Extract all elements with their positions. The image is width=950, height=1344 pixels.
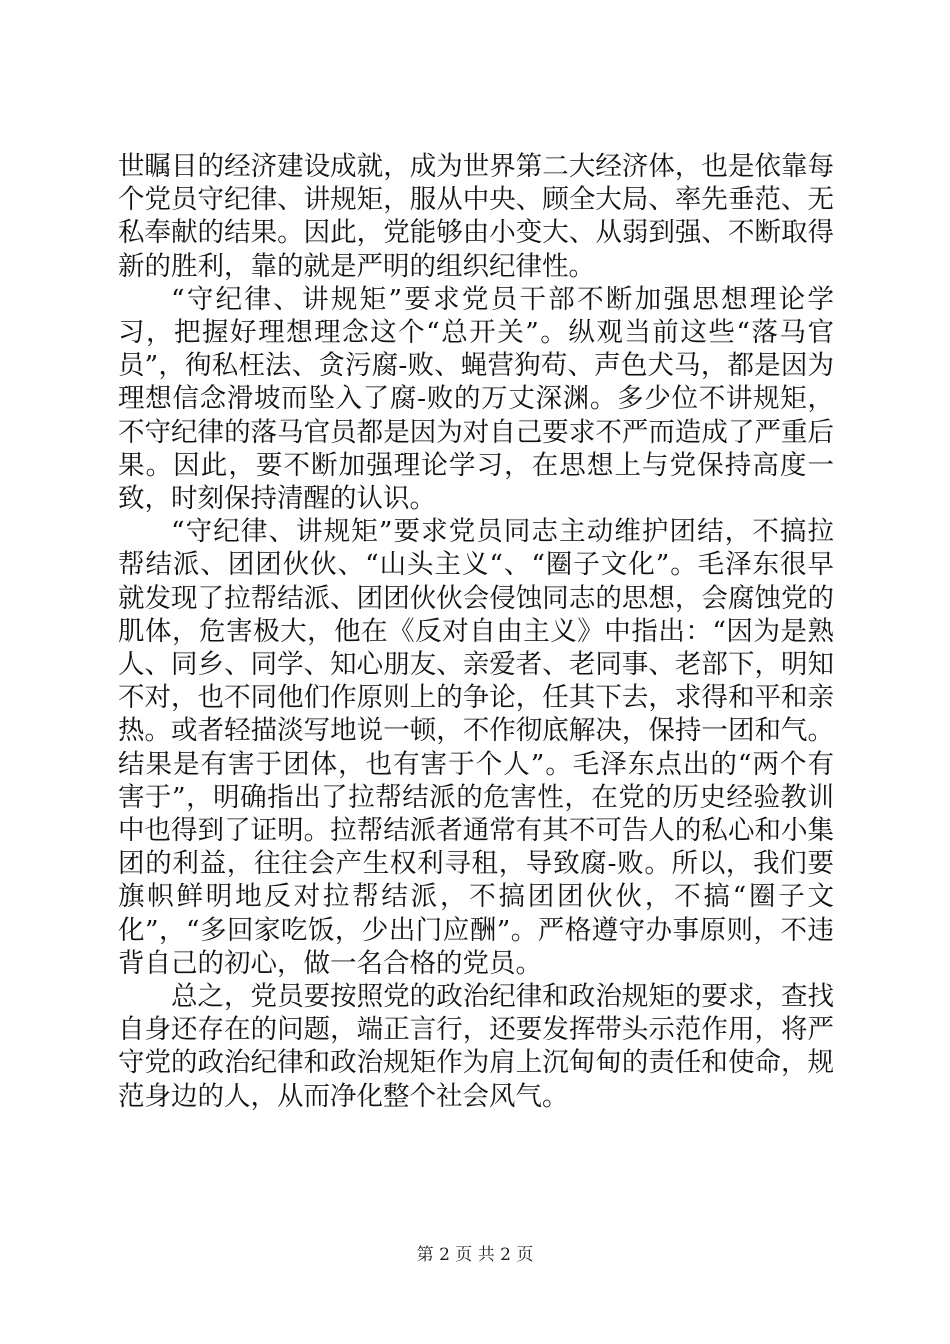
page-number-footer: 第 2 页 共 2 页 — [416, 1245, 534, 1265]
paragraph-unity: “守纪律、讲规矩”要求党员同志主动维护团结，不搞拉帮结派、团团伙伙、“山头主义“、“圈子文化”。毛泽东很早就发现了拉帮结派、团团伙伙会侵蚀同志的思想，会腐蚀党的肌体，危害极大，他在《反对自由主义》中指出：“因为是熟人、同乡、同学、知心朋友、亲爱者、老同事、老部下，明知不对，也不同他们作原则上的争论，任其下去，求得和平和亲热。或者轻描淡写地说一顿，不作彻底解决，保持一团和气。结果是有害于团体，也有害于个人”。毛泽东点出的“两个有害于”，明确指出了拉帮结派的危害性，在党的历史经验教训中也得到了证明。拉帮结派者通常有其不可告人的私心和小集团的利益，往往会产生权利寻租，导致腐-败。所以，我们要旗帜鲜明地反对拉帮结派，不搞团团伙伙，不搞“圈子文化”，“多回家吃饭，少出门应酬”。严格遵守办事原则，不违背自己的初心，做一名合格的党员。 — [118, 516, 834, 979]
paragraph-theory-study: “守纪律、讲规矩”要求党员干部不断加强思想理论学习，把握好理想理念这个“总开关”。纵观当前这些“落马官员”，徇私枉法、贪污腐-败、蝇营狗苟、声色犬马，都是因为理想信念滑坡而坠入了腐-败的万丈深渊。多少位不讲规矩，不守纪律的落马官员都是因为对自己要求不严而造成了严重后果。因此，要不断加强理论学习，在思想上与党保持高度一致，时刻保持清醒的认识。 — [118, 283, 834, 515]
paragraph-conclusion: 总之，党员要按照党的政治纪律和政治规矩的要求，查找自身还存在的问题，端正言行，还要发挥带头示范作用，将严守党的政治纪律和政治规矩作为肩上沉甸甸的责任和使命，规范身边的人，从而净化整个社会风气。 — [118, 981, 834, 1112]
paragraph-continuation: 世瞩目的经济建设成就，成为世界第二大经济体，也是依靠每个党员守纪律、讲规矩，服从中央、顾全大局、率先垂范、无私奉献的结果。因此，党能够由小变大、从弱到强、不断取得新的胜利，靠的就是严明的组织纪律性。 — [118, 151, 834, 282]
document-body — [118, 150, 834, 1113]
